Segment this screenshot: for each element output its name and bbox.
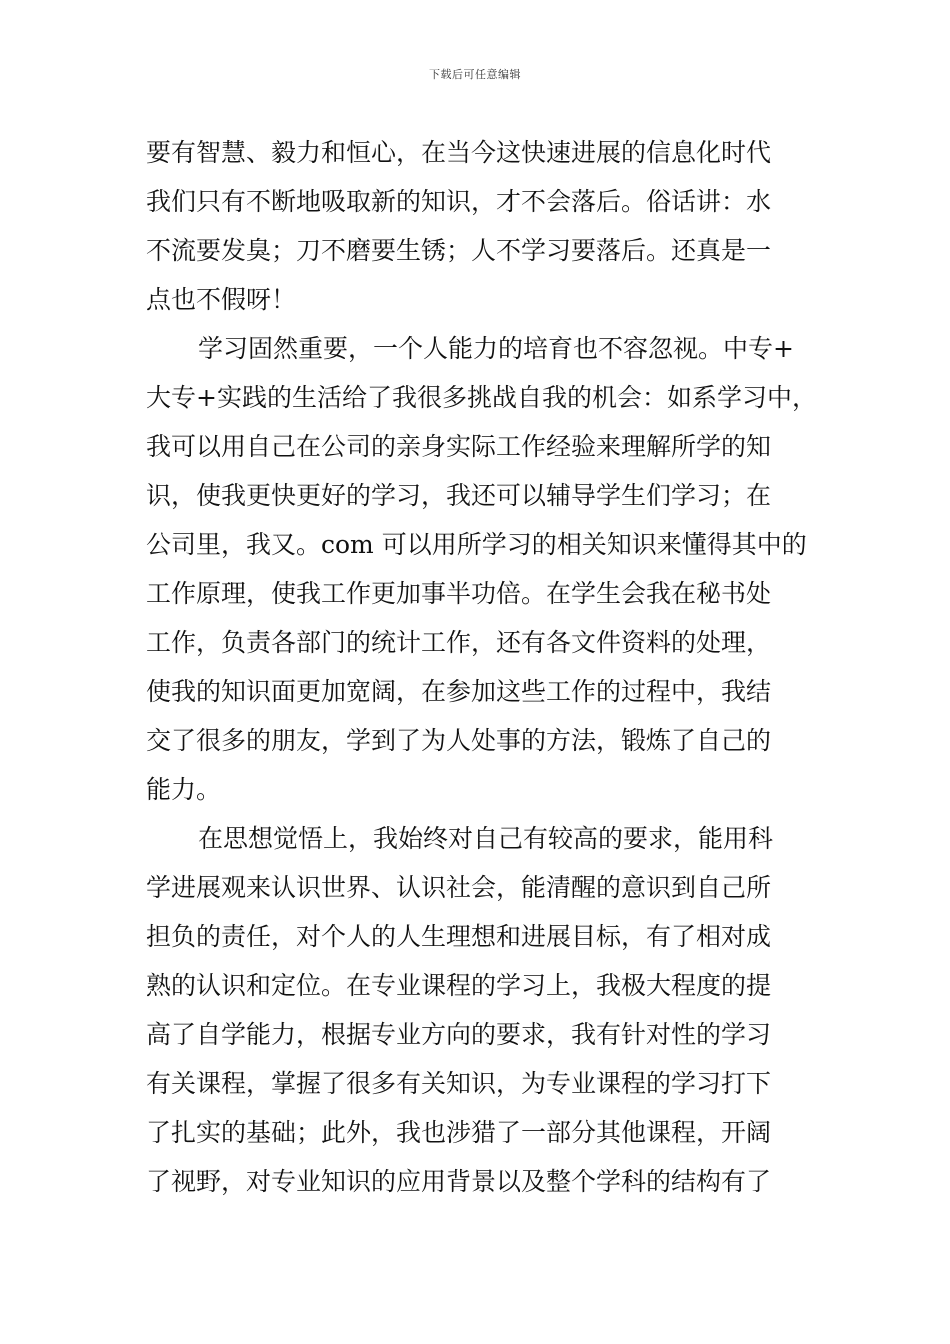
page-header: 下载后可任意编辑 (429, 68, 521, 81)
paragraph-2-line-1: 学习固然重要，一个人能力的培育也不容忽视。中专+ (198, 334, 794, 363)
paragraph-3-line-6: 有关课程，掌握了很多有关知识，为专业课程的学习打下 (146, 1069, 772, 1098)
paragraph-2-line-10: 能力。 (146, 775, 222, 804)
paragraph-3-line-1: 在思想觉悟上，我始终对自己有较高的要求，能用科 (198, 824, 774, 853)
paragraph-3-line-7: 了扎实的基础；此外，我也涉猎了一部分其他课程，开阔 (146, 1118, 772, 1147)
paragraph-2-line-3: 我可以用自己在公司的亲身实际工作经验来理解所学的知 (146, 432, 772, 461)
paragraph-1-line-2: 我们只有不断地吸取新的知识，才不会落后。俗话讲：水 (146, 187, 772, 216)
paragraph-3-line-8: 了视野，对专业知识的应用背景以及整个学科的结构有了 (146, 1167, 772, 1196)
paragraph-1-line-4: 点也不假呀！ (146, 285, 297, 314)
document-body (146, 128, 817, 1206)
paragraph-2-line-7: 工作，负责各部门的统计工作，还有各文件资料的处理， (146, 628, 772, 657)
paragraph-2-line-6: 工作原理，使我工作更加事半功倍。在学生会我在秘书处 (146, 579, 772, 608)
paragraph-3-line-3: 担负的责任，对个人的人生理想和进展目标，有了相对成 (146, 922, 772, 951)
paragraph-2-line-2: 大专+实践的生活给了我很多挑战自我的机会：如系学习中， (146, 383, 817, 412)
paragraph-2-line-4: 识，使我更快更好的学习，我还可以辅导学生们学习；在 (146, 481, 772, 510)
paragraph-1-line-3: 不流要发臭；刀不磨要生锈；人不学习要落后。还真是一 (146, 236, 772, 265)
paragraph-3-line-5: 高了自学能力，根据专业方向的要求，我有针对性的学习 (146, 1020, 772, 1049)
paragraph-2-line-9: 交了很多的朋友，学到了为人处事的方法，锻炼了自己的 (146, 726, 772, 755)
paragraph-2-line-8: 使我的知识面更加宽阔，在参加这些工作的过程中，我结 (146, 677, 772, 706)
paragraph-2-line-5: 公司里，我又。com 可以用所学习的相关知识来懂得其中的 (146, 530, 807, 559)
paragraph-3-line-2: 学进展观来认识世界、认识社会，能清醒的意识到自己所 (146, 873, 772, 902)
paragraph-1-line-1: 要有智慧、毅力和恒心，在当今这快速进展的信息化时代 (146, 138, 772, 167)
paragraph-3-line-4: 熟的认识和定位。在专业课程的学习上，我极大程度的提 (146, 971, 772, 1000)
